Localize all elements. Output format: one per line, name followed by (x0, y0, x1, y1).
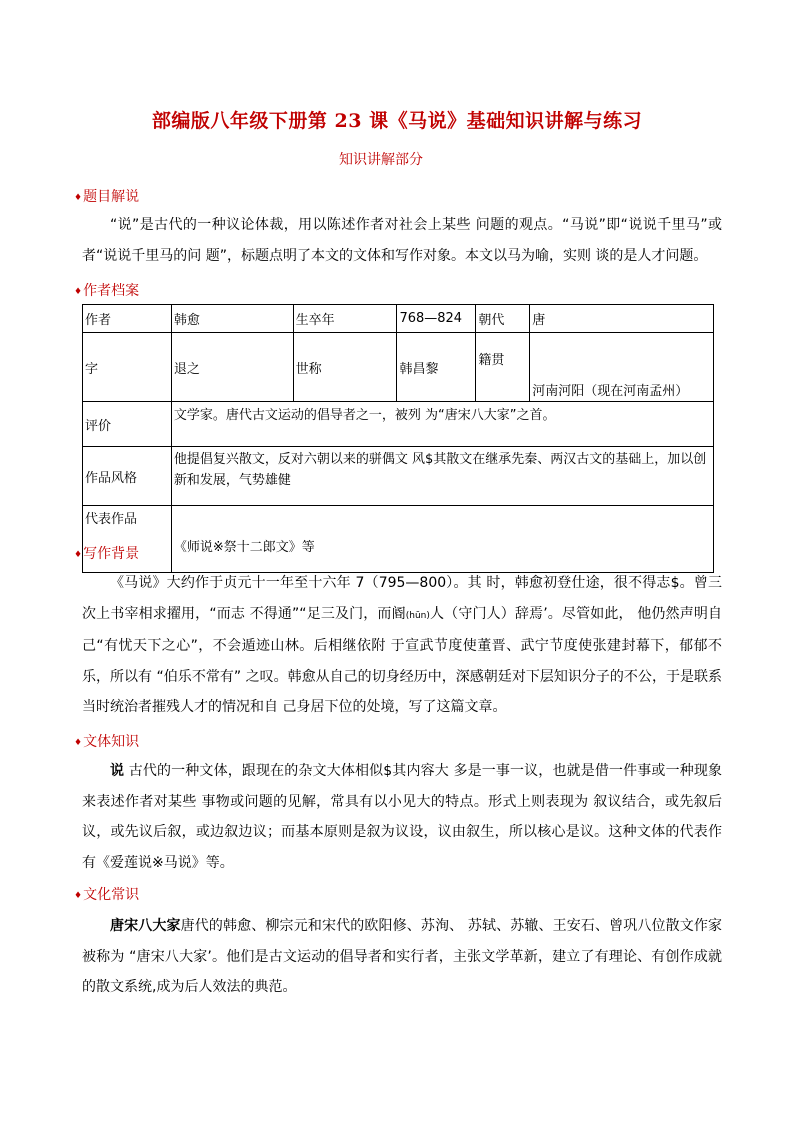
section-heading-topic (74, 186, 139, 206)
author-profile-table (82, 304, 714, 573)
page-title: 部编版八年级下册第 23 课《马说》基础知识讲解与练习 (151, 110, 643, 132)
section-heading-background (74, 543, 139, 563)
paragraph-topic: “说”是古代的一种议论体裁，用以陈述作者对社会上某些 问题的观点。“马说”即“说说千里马”或者“说说千里马的问 题”，标题点明了本文的文体和写作对象。本文以马为喻，实则 谈的是人才问题。 (82, 217, 722, 264)
table-cell: 字 (83, 333, 172, 402)
section-heading-label: 写作背景 (83, 546, 140, 562)
paragraph-background (82, 568, 722, 723)
diamond-bullet-icon: ♦ (74, 550, 83, 560)
table-row (83, 333, 714, 402)
pinyin-annotation: (hūn) (405, 610, 430, 621)
section-heading-author (74, 280, 139, 300)
table-cell: 作者 (83, 305, 172, 333)
section-heading-label: 题目解说 (83, 189, 140, 205)
section-heading-genre (74, 731, 139, 751)
section-heading-label: 文体知识 (83, 734, 140, 750)
term-bold: 说 (110, 763, 125, 779)
background-text-part1: 《马说》大约作于贞元十一年至十六年 7（795—800）。其 时，韩愈初登仕途，很不得志$。曾三次上书宰相求擢用，“而志 不得通”“足三及门，而阍 (82, 575, 722, 622)
table-cell: 河南河阳（现在河南孟州） (530, 333, 714, 402)
table-cell: 退之 (171, 333, 293, 402)
section-heading-label: 作者档案 (83, 283, 140, 299)
table-cell: 作品风格 (83, 447, 172, 506)
section-heading-label: 文化常识 (83, 887, 140, 903)
table-cell: 《师说※祭十二郎文》等 (171, 506, 713, 573)
table-row (83, 447, 714, 506)
table-cell: 代表作品 (83, 506, 172, 573)
background-text-part2: 人（守门人）辞焉’。尽管如此， 他仍然声明自己“有忧天下之心”，不会遁迹山林。后相继依附 于宣武节度使董晋、武宁节度使张建封幕下，郁郁不乐，所以有 “伯乐不常有” 之叹。韩愈从自己的切身经历中，深感朝廷对下层知识分子的不公，于是联系当时统治者摧残人才的情况和自 己身居下位的处境，写了这篇文章。 (82, 605, 722, 716)
paragraph-genre (82, 756, 722, 878)
diamond-bullet-icon: ♦ (74, 287, 83, 297)
table-cell: 他提倡复兴散文，反对六朝以来的骈偶文 风$其散文在继承先秦、两汉古文的基础上，加以创新和发展，气势雄健 (171, 447, 713, 506)
table-cell: 朝代 (476, 305, 530, 333)
table-row (83, 402, 714, 447)
diamond-bullet-icon: ♦ (74, 891, 83, 901)
table-cell: 韩昌黎 (397, 333, 476, 402)
table-row (83, 305, 714, 333)
table-row (83, 506, 714, 573)
diamond-bullet-icon: ♦ (74, 193, 83, 203)
page-subtitle: 知识讲解部分 (339, 152, 423, 168)
term-bold: 唐宋八大家 (110, 918, 181, 934)
table-cell: 唐 (530, 305, 714, 333)
culture-text: 唐代的韩愈、柳宗元和宋代的欧阳修、苏洵、 苏轼、苏辙、王安石、曾巩八位散文作家被称为 “唐宋八大家’。他们是古文运动的倡导者和实行者，主张文学革新，建立了有理论、有创作成就的散文系统,成为后人效法的典范。 (82, 918, 723, 996)
diamond-bullet-icon: ♦ (74, 738, 83, 748)
table-cell: 韩愈 (171, 305, 293, 333)
table-cell: 世称 (293, 333, 397, 402)
table-cell: 籍贯 (476, 333, 530, 402)
genre-text: 古代的一种文体，跟现在的杂文大体相似$其内容大 多是一事一议，也就是借一件事或一种现象来表述作者对某些 事物或问题的见解，常具有以小见大的特点。形式上则表现为 叙议结合，或先叙后议，或先议后叙，或边叙边议；而基本原则是叙为议设，议由叙生，所以核心是议。这种文体的代表作有《爱莲说※马说》等。 (82, 763, 722, 871)
section-heading-culture (74, 884, 139, 904)
table-cell: 评价 (83, 402, 172, 447)
table-cell: 生卒年 (293, 305, 397, 333)
table-cell: 768—824 (397, 305, 476, 333)
table-cell: 文学家。唐代古文运动的倡导者之一，被列 为“唐宋八大家”之首。 (171, 402, 713, 447)
paragraph-culture (82, 911, 722, 1003)
